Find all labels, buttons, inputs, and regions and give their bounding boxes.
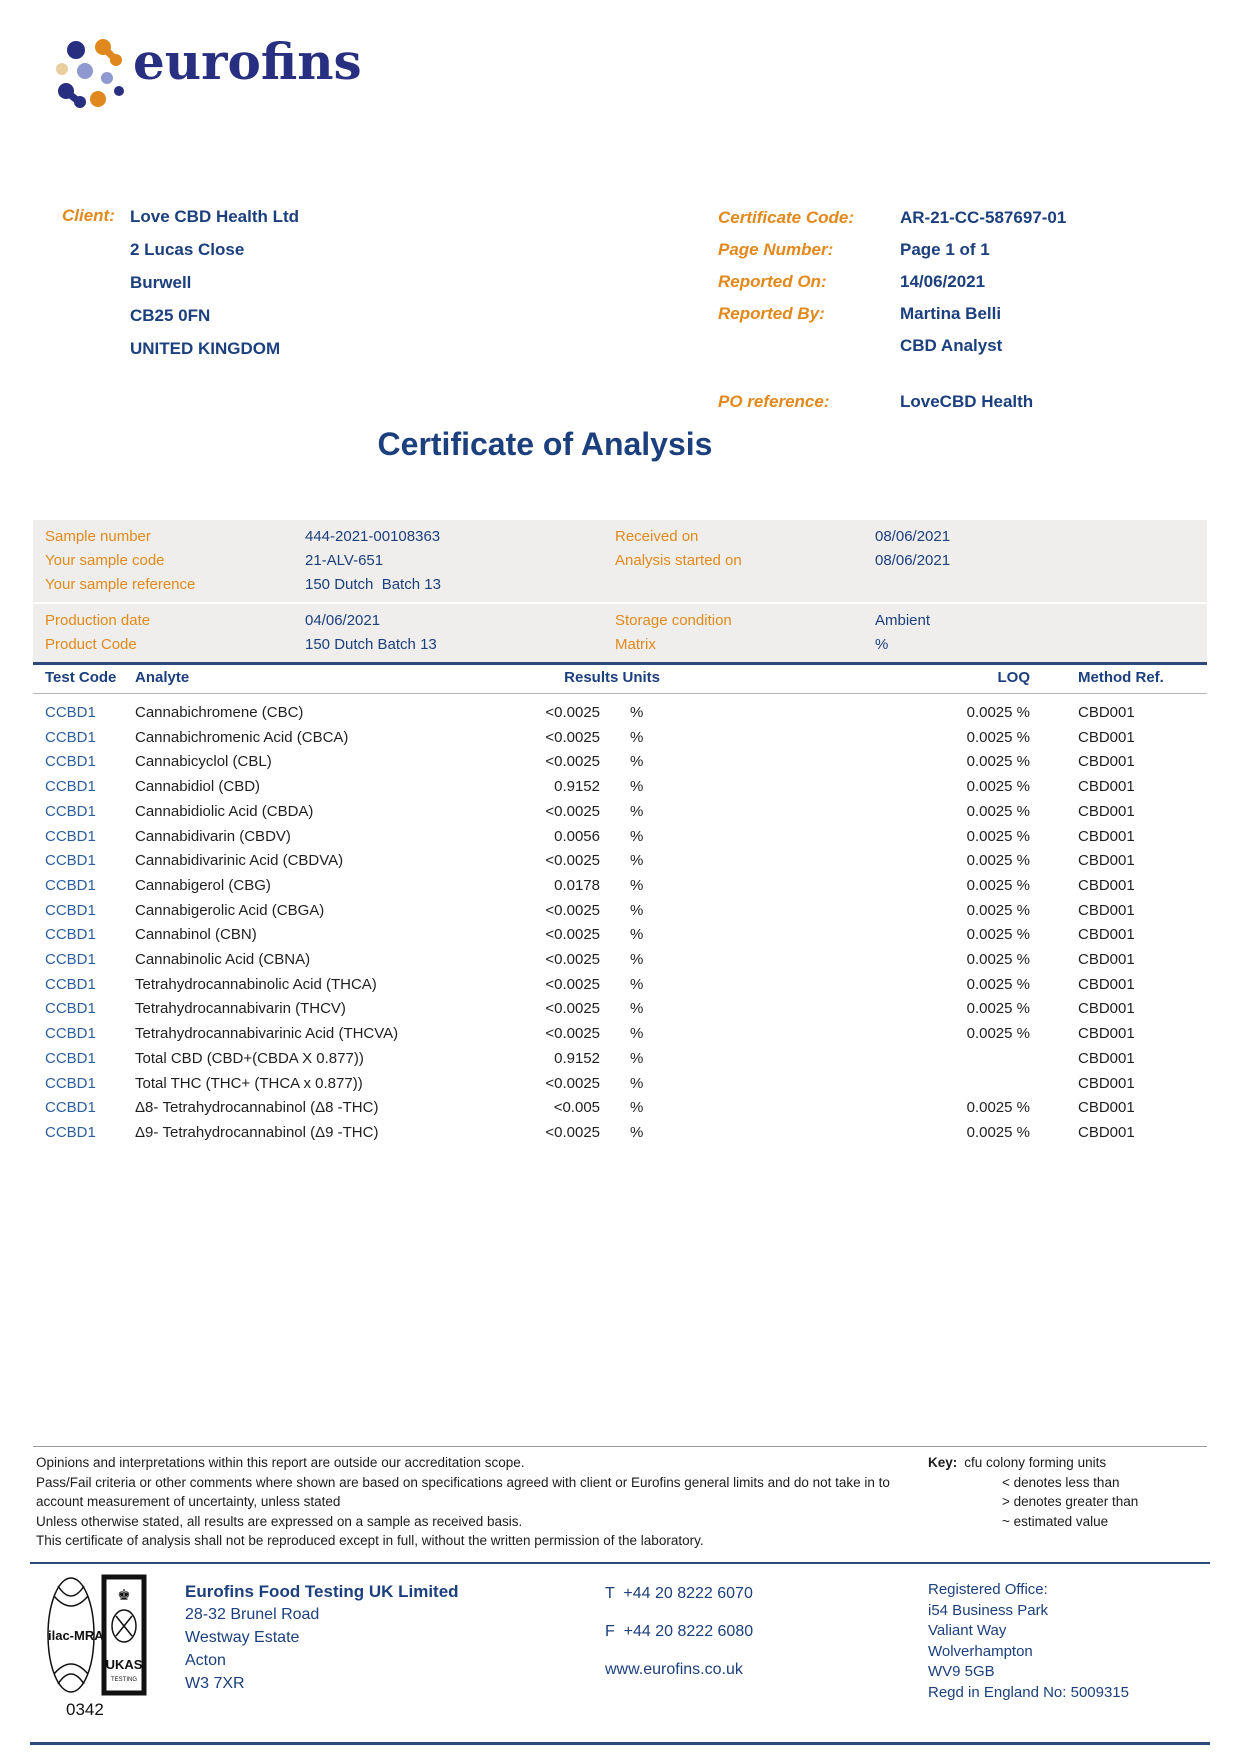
key-item: < denotes less than [1002,1474,1120,1490]
results-table-row [33,948,1207,973]
cell-test-code: CCBD1 [45,704,96,721]
cell-method-ref: CBD001 [1078,901,1135,919]
cell-method-ref: CBD001 [1078,1099,1135,1117]
results-table-row [33,726,1207,751]
registered-office-line: Registered Office: [928,1581,1048,1598]
cell-analyte: Cannabicyclol (CBL) [135,753,272,771]
cell-loq: 0.0025 % [966,778,1030,796]
cell-test-code: CCBD1 [45,926,96,944]
header-results-units: Results Units [564,669,660,686]
cell-result: <0.005 [553,1099,600,1117]
cell-result: <0.0025 [545,1123,600,1141]
po-reference-value: LoveCBD Health [900,392,1034,411]
registered-office-line: WV9 5GB [928,1663,995,1680]
cell-loq: 0.0025 % [966,901,1030,919]
meta-value: 14/06/2021 [900,272,986,291]
cell-test-code: CCBD1 [45,827,96,845]
po-reference-row [718,386,1066,418]
cell-method-ref: CBD001 [1078,852,1135,870]
cell-loq: 0.0025 % [966,975,1030,993]
disclaimer-line: Opinions and interpretations within this report are outside our accreditation scope. [36,1455,525,1470]
cell-unit: % [630,1000,644,1018]
cell-analyte: Cannabidiolic Acid (CBDA) [135,802,314,820]
company-name: Eurofins Food Testing UK Limited [185,1582,459,1601]
cell-unit: % [630,1074,644,1092]
results-table-row [33,825,1207,850]
eurofins-dots-icon [55,38,129,112]
info-label: Sample number [45,528,151,545]
header-method-ref: Method Ref. [1078,669,1164,686]
cell-test-code: CCBD1 [45,728,96,746]
info-label: Analysis started on [615,552,742,569]
cell-unit: % [630,852,644,870]
info-value: 21-ALV-651 [305,552,384,569]
meta-row [718,202,1066,234]
ukas-text: UKAS [105,1657,143,1672]
cell-method-ref: CBD001 [1078,1074,1135,1092]
cell-loq: 0.0025 % [966,753,1030,771]
cell-method-ref: CBD001 [1078,951,1135,969]
cell-method-ref: CBD001 [1078,926,1135,944]
cell-unit: % [630,802,644,820]
client-address-line: 2 Lucas Close [130,240,245,259]
cell-analyte: Total THC (THC+ (THCA x 0.877)) [135,1074,363,1092]
cell-loq: 0.0025 % [966,876,1030,894]
cell-loq: 0.0025 % [966,926,1030,944]
production-info-row [45,609,1207,633]
disclaimer-line: This certificate of analysis shall not be reproduced except in full, without the written permission of the laboratory. [36,1533,704,1548]
client-address-line: CB25 0FN [130,306,211,325]
cell-test-code: CCBD1 [45,1074,96,1092]
info-label: Received on [615,528,699,545]
cell-unit: % [630,704,644,721]
meta-label: Reported By: [718,304,825,323]
key-item: > denotes greater than [1002,1494,1139,1509]
client-address-line: Love CBD Health Ltd [130,207,300,226]
cell-method-ref: CBD001 [1078,876,1135,894]
page-bottom-rule [30,1742,1210,1745]
info-value: 150 Dutch Batch 13 [305,636,437,653]
cell-result: <0.0025 [545,951,600,969]
cell-analyte: Tetrahydrocannabivarinic Acid (THCVA) [135,1025,399,1043]
footer-company [185,1580,459,1695]
ukas-crown-icon: ♚ [117,1587,131,1604]
cell-method-ref: CBD001 [1078,1049,1135,1067]
cell-result: <0.0025 [545,901,600,919]
meta-row [718,234,1066,266]
cell-result: 0.9152 [554,778,600,796]
cell-test-code: CCBD1 [45,753,96,771]
cell-result: <0.0025 [545,728,600,746]
cell-result: <0.0025 [545,802,600,820]
cell-method-ref: CBD001 [1078,827,1135,845]
info-label: Matrix [615,636,656,653]
cell-unit: % [630,951,644,969]
cell-unit: % [630,778,644,796]
results-table-row [33,1047,1207,1072]
contact-line: www.eurofins.co.uk [605,1661,743,1678]
cell-test-code: CCBD1 [45,1025,96,1043]
results-table [33,701,1207,1146]
meta-row [718,330,1066,362]
company-address-line: 28-32 Brunel Road [185,1606,320,1623]
disclaimer-line: Unless otherwise stated, all results are expressed on a sample as received basis. [36,1513,523,1529]
cell-loq: 0.0025 % [966,951,1030,969]
results-table-row [33,923,1207,948]
cell-unit: % [630,926,644,944]
sample-info-row [45,549,1207,573]
cell-test-code: CCBD1 [45,876,96,894]
page-title: Certificate of Analysis [377,426,713,462]
header-test-code: Test Code [45,669,117,686]
cell-loq: 0.0025 % [966,802,1030,820]
production-info-row [45,633,1207,657]
header-loq: LOQ [997,669,1030,686]
info-value: 150 Dutch Batch 13 [305,576,441,593]
cell-analyte: Cannabichromene (CBC) [135,704,304,721]
cell-method-ref: CBD001 [1078,1025,1135,1043]
cell-analyte: Cannabichromenic Acid (CBCA) [135,728,349,746]
results-table-row [33,1121,1207,1146]
footer-contact [605,1582,753,1696]
cell-test-code: CCBD1 [45,1049,96,1067]
cell-unit: % [630,975,644,993]
cell-analyte: Tetrahydrocannabivarin (THCV) [135,1000,346,1018]
cell-analyte: Cannabidivarinic Acid (CBDVA) [135,852,344,870]
company-address-line: Acton [185,1652,226,1669]
cell-result: <0.0025 [545,1025,600,1043]
cell-analyte: Cannabinolic Acid (CBNA) [135,951,311,969]
results-table-row [33,997,1207,1022]
footer-registered-office [928,1580,1129,1703]
results-table-header [33,662,1207,694]
contact-line: T +44 20 8222 6070 [605,1585,753,1602]
footer-divider [30,1562,1210,1564]
production-info-panel [33,604,1207,665]
sample-info-row [45,525,1207,549]
key-item: ~ estimated value [1002,1513,1109,1529]
cell-method-ref: CBD001 [1078,1000,1135,1018]
ilac-mra-ukas-icon [46,1574,148,1698]
cell-analyte: Cannabidivarin (CBDV) [135,827,291,845]
cell-result: <0.0025 [545,753,600,771]
meta-row [718,266,1066,298]
cell-method-ref: CBD001 [1078,975,1135,993]
meta-label: Certificate Code: [718,208,855,227]
header-analyte: Analyte [135,669,190,686]
client-address [130,200,299,365]
disclaimer [36,1453,908,1551]
cell-analyte: Δ9- Tetrahydrocannabinol (Δ9 -THC) [135,1123,379,1141]
cell-result: <0.0025 [545,704,600,721]
meta-label: Page Number: [718,240,834,259]
info-label: Your sample code [45,552,165,569]
results-table-row [33,899,1207,924]
cell-loq: 0.0025 % [966,1025,1030,1043]
results-table-row [33,1022,1207,1047]
info-value: 08/06/2021 [875,528,951,545]
meta-value: Martina Belli [900,304,1002,323]
company-address-line: Westway Estate [185,1629,300,1646]
cell-result: <0.0025 [545,1074,600,1092]
info-value: % [875,636,889,653]
cell-result: <0.0025 [545,926,600,944]
cell-loq: 0.0025 % [966,728,1030,746]
cell-method-ref: CBD001 [1078,1123,1135,1141]
results-table-row [33,874,1207,899]
info-label: Production date [45,612,151,629]
eurofins-wordmark: eurofins [133,32,362,91]
info-label [615,573,875,597]
contact-line: F +44 20 8222 6080 [605,1623,754,1640]
cell-unit: % [630,827,644,845]
meta-value: CBD Analyst [900,336,1003,355]
cell-unit: % [630,728,644,746]
cell-method-ref: CBD001 [1078,802,1135,820]
registered-office-line: Wolverhampton [928,1642,1033,1660]
cell-analyte: Total CBD (CBD+(CBDA X 0.877)) [135,1049,364,1067]
cell-analyte: Δ8- Tetrahydrocannabinol (Δ8 -THC) [135,1099,379,1117]
registered-office-line: Regd in England No: 5009315 [928,1683,1129,1701]
cell-test-code: CCBD1 [45,1000,96,1018]
cell-test-code: CCBD1 [45,802,96,820]
registered-office-line: i54 Business Park [928,1601,1049,1619]
cell-unit: % [630,1049,644,1067]
client-label: Client: [62,206,115,225]
cell-analyte: Cannabinol (CBN) [135,926,257,944]
info-value: Ambient [875,612,931,629]
disclaimer-line: Pass/Fail criteria or other comments where shown are based on specifications agreed with client or Eurofins general limits and do not take in to account measurement of uncertainty, unless stated [36,1474,890,1509]
cell-analyte: Tetrahydrocannabinolic Acid (THCA) [135,975,377,993]
results-table-row [33,750,1207,775]
eurofins-logo [55,32,362,112]
report-meta [718,202,1066,418]
client-address-line: UNITED KINGDOM [130,339,281,358]
meta-label: Reported On: [718,272,827,291]
key-block [928,1453,1138,1531]
ukas-sub-text: TESTING [110,1677,138,1683]
cell-loq: 0.0025 % [966,827,1030,845]
cell-method-ref: CBD001 [1078,778,1135,796]
cell-loq: 0.0025 % [966,1099,1030,1117]
info-label: Product Code [45,636,137,653]
results-table-row [33,849,1207,874]
cell-test-code: CCBD1 [45,975,96,993]
po-reference-label: PO reference: [718,392,830,411]
cell-test-code: CCBD1 [45,951,96,969]
cell-loq: 0.0025 % [966,1000,1030,1018]
disclaimer-divider [33,1446,1207,1447]
sample-info-panel [33,520,1207,602]
accreditation-marks [46,1574,148,1703]
cell-method-ref: CBD001 [1078,704,1135,721]
client-address-line: Burwell [130,273,192,292]
cell-analyte: Cannabigerol (CBG) [135,876,271,894]
cell-test-code: CCBD1 [45,852,96,870]
cell-result: <0.0025 [545,975,600,993]
company-address-line: W3 7XR [185,1675,245,1692]
meta-value: Page 1 of 1 [900,240,990,259]
results-table-row [33,1096,1207,1121]
meta-row [718,298,1066,330]
cell-method-ref: CBD001 [1078,728,1135,746]
ukas-accreditation-number: 0342 [66,1700,104,1719]
results-table-row [33,973,1207,998]
key-first-line: cfu colony forming units [964,1455,1107,1470]
info-value [875,573,1207,597]
cell-test-code: CCBD1 [45,1099,96,1117]
results-table-row [33,1072,1207,1097]
cell-loq: 0.0025 % [966,852,1030,870]
cell-unit: % [630,753,644,771]
key-label: Key: [928,1455,958,1470]
cell-test-code: CCBD1 [45,1123,96,1141]
info-value: 444-2021-00108363 [305,528,441,545]
cell-loq [660,1072,1030,1097]
results-table-row [33,775,1207,800]
cell-loq [660,1047,1030,1072]
cell-unit: % [630,901,644,919]
results-table-row [33,800,1207,825]
sample-info-row [45,573,1207,597]
cell-result: 0.0056 [554,827,600,845]
cell-test-code: CCBD1 [45,778,96,796]
cell-result: <0.0025 [545,1000,600,1018]
cell-analyte: Cannabigerolic Acid (CBGA) [135,901,325,919]
info-label: Your sample reference [45,576,196,593]
meta-label [718,330,900,362]
registered-office-line: Valiant Way [928,1622,1007,1639]
cell-analyte: Cannabidiol (CBD) [135,778,261,796]
cell-result: 0.9152 [554,1049,600,1067]
info-value: 08/06/2021 [875,552,951,569]
info-value: 04/06/2021 [305,612,381,629]
cell-unit: % [630,1123,644,1141]
cell-unit: % [630,876,644,894]
meta-value: AR-21-CC-587697-01 [900,208,1067,227]
cell-loq: 0.0025 % [966,1123,1030,1141]
ilac-mra-text: ilac-MRA [48,1628,104,1643]
cell-unit: % [630,1099,644,1117]
info-label: Storage condition [615,612,732,629]
cell-unit: % [630,1025,644,1043]
cell-method-ref: CBD001 [1078,753,1135,771]
results-table-row [33,701,1207,726]
cell-result: <0.0025 [545,852,600,870]
cell-test-code: CCBD1 [45,901,96,919]
cell-loq: 0.0025 % [966,704,1030,721]
cell-result: 0.0178 [554,876,600,894]
